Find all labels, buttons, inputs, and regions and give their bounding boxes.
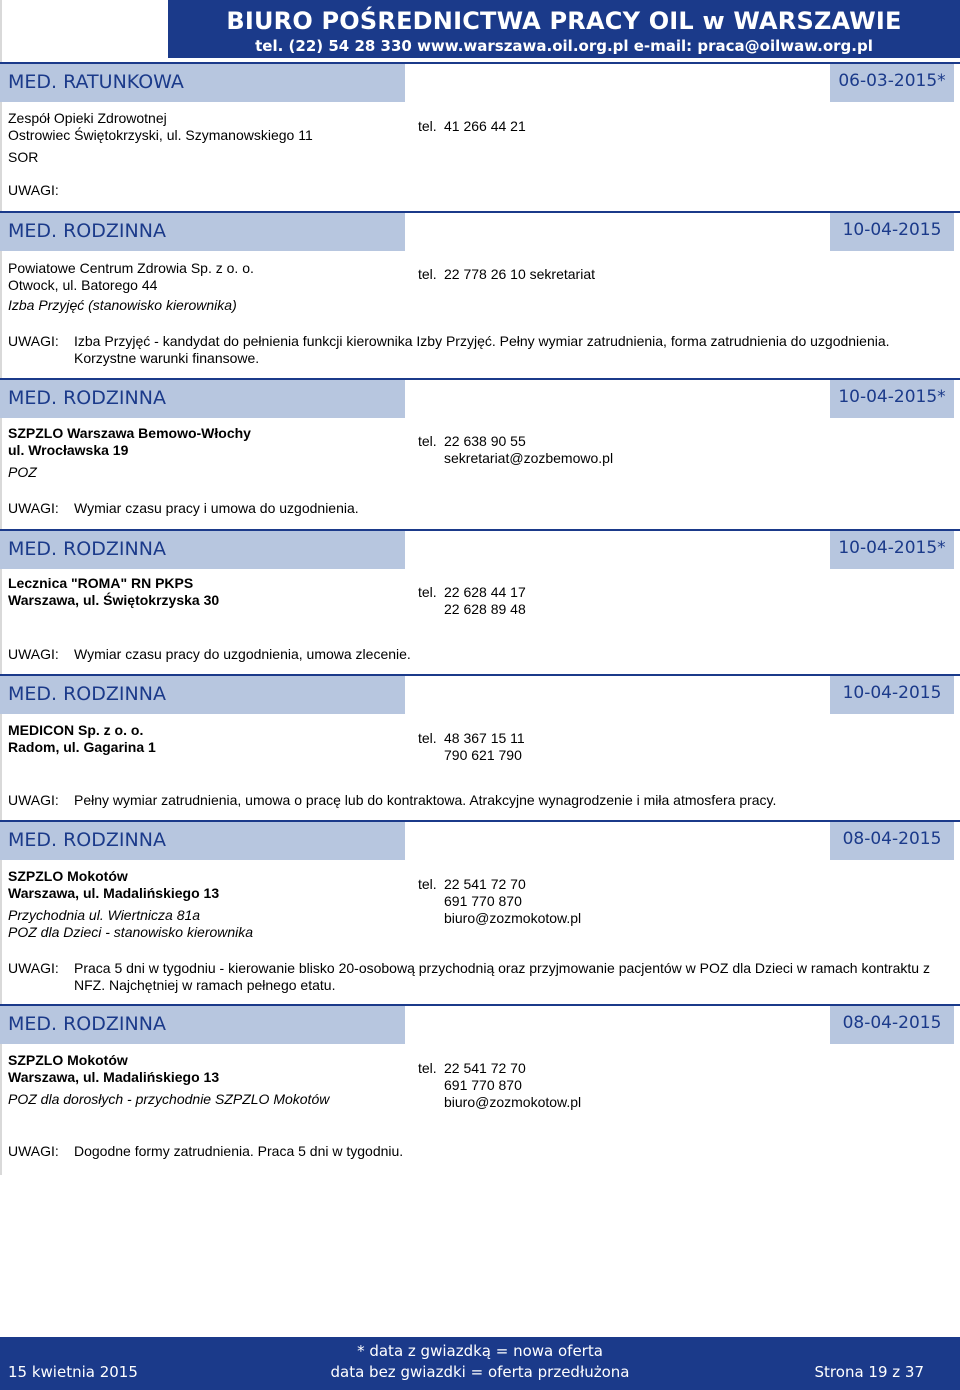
- notes-label: UWAGI:: [8, 960, 59, 976]
- header-contact: tel. (22) 54 28 330 www.warszawa.oil.org.pl e-mail: praca@oilwaw.org.pl: [255, 37, 873, 55]
- employer-block: [8, 575, 219, 609]
- tel-label: tel.: [418, 433, 437, 449]
- contact-block: [418, 876, 582, 926]
- job-offer: [0, 378, 960, 516]
- notes-label: UWAGI:: [8, 1143, 59, 1159]
- offer-date: 10-04-2015*: [830, 380, 954, 418]
- job-offer: [0, 674, 960, 808]
- contact-block: [418, 1060, 582, 1110]
- employer-block: [8, 722, 156, 756]
- employer-block: [8, 1052, 329, 1108]
- email: biuro@zozmokotow.pl: [444, 910, 582, 926]
- offer-header-bar: [0, 378, 960, 418]
- phone: 22 628 89 48: [444, 601, 526, 617]
- job-offer: [0, 529, 960, 662]
- offer-header-bar: [0, 1004, 960, 1044]
- offer-header-bar: [0, 674, 960, 714]
- notes-text: Pełny wymiar zatrudnienia, umowa o pracę lub do kontraktowa. Atrakcyjne wynagrodzenie i miła atmosfera pracy.: [74, 792, 777, 808]
- employer-address: Ostrowiec Świętokrzyski, ul. Szymanowskiego 11: [8, 127, 313, 143]
- tel-label: tel.: [418, 266, 437, 282]
- offer-date: 10-04-2015: [830, 213, 954, 251]
- notes: [8, 960, 948, 994]
- page-margin-line: [0, 0, 2, 1175]
- notes-label: UWAGI:: [8, 792, 59, 808]
- phone: 22 541 72 70: [444, 1060, 526, 1076]
- employer-name: SZPZLO Mokotów: [8, 1052, 128, 1068]
- notes-text: Izba Przyjęć - kandydat do pełnienia funkcji kierownika Izby Przyjęć. Pełny wymiar zatrudnienia, forma zatrudnienia do uzgodnienia. Korzystne warunki finansowe.: [74, 333, 890, 366]
- job-offer: [0, 820, 960, 993]
- notes: [8, 333, 948, 367]
- employer-name: Lecznica "ROMA" RN PKPS: [8, 575, 194, 591]
- contact-block: [418, 433, 614, 466]
- phone: 22 638 90 55: [444, 433, 526, 449]
- offer-header-bar: [0, 62, 960, 102]
- offer-specialty: MED. RODZINNA: [0, 380, 405, 418]
- page-header: [168, 0, 960, 58]
- offer-specialty: MED. RODZINNA: [0, 822, 405, 860]
- phone: 691 770 870: [444, 1077, 522, 1093]
- employer-name: SZPZLO Mokotów: [8, 868, 128, 884]
- employer-address: Warszawa, ul. Madalińskiego 13: [8, 885, 220, 901]
- position: SOR: [8, 149, 39, 165]
- notes-label: UWAGI:: [8, 182, 59, 198]
- offer-header-bar: [0, 529, 960, 569]
- email: biuro@zozmokotow.pl: [444, 1094, 582, 1110]
- job-offer: [0, 1004, 960, 1159]
- position: Przychodnia ul. Wiertnicza 81a: [8, 907, 201, 923]
- notes-text: Dogodne formy zatrudnienia. Praca 5 dni w tygodniu.: [74, 1143, 404, 1159]
- page-number: Strona 19 z 37: [814, 1363, 924, 1381]
- offer-specialty: MED. RODZINNA: [0, 213, 405, 251]
- offer-date: 08-04-2015: [830, 1006, 954, 1044]
- tel-label: tel.: [418, 584, 437, 600]
- notes-text: Wymiar czasu pracy do uzgodnienia, umowa zlecenie.: [74, 646, 411, 662]
- offer-date: 10-04-2015*: [830, 531, 954, 569]
- notes: [8, 646, 948, 663]
- employer-address: Radom, ul. Gagarina 1: [8, 739, 156, 755]
- notes-text: Wymiar czasu pracy i umowa do uzgodnienia.: [74, 500, 359, 516]
- employer-address: Warszawa, ul. Madalińskiego 13: [8, 1069, 220, 1085]
- tel-label: tel.: [418, 876, 437, 892]
- employer-name: Powiatowe Centrum Zdrowia Sp. z o. o.: [8, 260, 254, 276]
- employer-block: [8, 425, 251, 481]
- employer-block: [8, 868, 253, 941]
- employer-name: SZPZLO Warszawa Bemowo-Włochy: [8, 425, 251, 441]
- notes-label: UWAGI:: [8, 333, 59, 349]
- contact-block: [418, 266, 595, 283]
- job-offer: [0, 62, 960, 198]
- notes: [8, 500, 948, 517]
- position: POZ: [8, 464, 37, 480]
- offer-specialty: MED. RODZINNA: [0, 531, 405, 569]
- employer-name: MEDICON Sp. z o. o.: [8, 722, 144, 738]
- phone: 691 770 870: [444, 893, 522, 909]
- phone: 48 367 15 11: [444, 730, 525, 746]
- contact-block: [418, 584, 526, 617]
- contact-block: [418, 730, 525, 763]
- position: POZ dla Dzieci - stanowisko kierownika: [8, 924, 254, 940]
- phone: 22 628 44 17: [444, 584, 526, 600]
- tel-label: tel.: [418, 730, 437, 746]
- notes-label: UWAGI:: [8, 646, 59, 662]
- phone: 41 266 44 21: [444, 118, 526, 134]
- notes-text: Praca 5 dni w tygodniu - kierowanie blisko 20-osobową przychodnią oraz przyjmowanie pacjentów w POZ dla Dzieci w ramach kontraktu z NFZ. Najchętniej w ramach pełnego etatu.: [74, 960, 930, 993]
- email: sekretariat@zozbemowo.pl: [444, 450, 614, 466]
- offer-header-bar: [0, 211, 960, 251]
- notes-label: UWAGI:: [8, 500, 59, 516]
- tel-label: tel.: [418, 1060, 437, 1076]
- phone: 22 778 26 10 sekretariat: [444, 266, 595, 282]
- offer-specialty: MED. RATUNKOWA: [0, 64, 405, 102]
- offer-header-bar: [0, 820, 960, 860]
- tel-label: tel.: [418, 118, 437, 134]
- notes: [8, 792, 948, 809]
- offer-date: 06-03-2015*: [830, 64, 954, 102]
- offer-date: 08-04-2015: [830, 822, 954, 860]
- offer-date: 10-04-2015: [830, 676, 954, 714]
- header-title: BIURO POŚREDNICTWA PRACY OIL w WARSZAWIE: [226, 7, 902, 35]
- contact-block: [418, 118, 526, 135]
- offer-specialty: MED. RODZINNA: [0, 676, 405, 714]
- page-footer: [0, 1337, 960, 1390]
- legend-new: * data z gwiazdką = nowa oferta: [357, 1342, 603, 1360]
- offer-specialty: MED. RODZINNA: [0, 1006, 405, 1044]
- employer-name: Zespół Opieki Zdrowotnej: [8, 110, 167, 126]
- employer-block: [8, 110, 313, 166]
- employer-address: Warszawa, ul. Świętokrzyska 30: [8, 592, 220, 608]
- employer-address: ul. Wrocławska 19: [8, 442, 129, 458]
- employer-block: [8, 260, 254, 314]
- job-offer: [0, 211, 960, 366]
- phone: 790 621 790: [444, 747, 522, 763]
- position: Izba Przyjęć (stanowisko kierownika): [8, 297, 237, 313]
- notes: [8, 1143, 948, 1160]
- legend-extended: data bez gwiazdki = oferta przedłużona: [330, 1363, 630, 1381]
- employer-address: Otwock, ul. Batorego 44: [8, 277, 158, 293]
- position: POZ dla dorosłych - przychodnie SZPZLO Mokotów: [8, 1091, 330, 1107]
- phone: 22 541 72 70: [444, 876, 526, 892]
- footer-date: 15 kwietnia 2015: [8, 1363, 138, 1381]
